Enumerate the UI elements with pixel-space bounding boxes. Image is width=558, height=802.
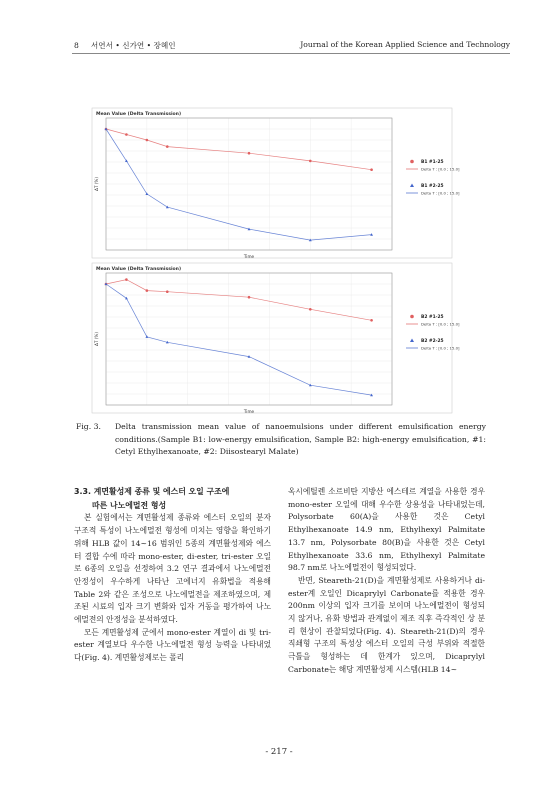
chart-point: [166, 290, 169, 293]
header-journal: Journal of the Korean Applied Science and Technology: [300, 40, 510, 49]
page-number-footer: - 217 -: [265, 747, 293, 757]
legend-marker: [410, 315, 414, 319]
chart-point: [125, 133, 128, 136]
legend-series-range: Delta T : [0.0 ; 15.0]: [421, 321, 460, 327]
chart-point: [309, 308, 312, 311]
legend-series-name: B1 #2-25: [421, 184, 444, 189]
legend-series-range: Delta T : [0.0 ; 15.0]: [421, 345, 460, 351]
chart-panel-1: [92, 108, 452, 258]
chart-point: [146, 289, 149, 292]
chart-xlabel: Time: [243, 409, 255, 414]
legend-series-range: Delta T : [0.0 ; 15.0]: [421, 190, 460, 196]
left-paragraph-2: 모든 계면활성제 군에서 mono-ester 계열이 di 및 tri-ester 계열보다 우수한 나노에멀전 형성 능력을 나타내었다(Fig. 4). 계면활성제로는 폴리: [74, 627, 271, 663]
chart-point: [146, 139, 149, 142]
right-column: [288, 486, 485, 677]
left-column: [74, 486, 271, 665]
section-title-line1: 3.3. 계면활성제 종류 및 에스터 오일 구조에: [74, 487, 230, 496]
figure-caption: [76, 421, 486, 459]
figure-3: [92, 108, 460, 418]
chart-point: [370, 168, 373, 171]
chart-point: [309, 160, 312, 163]
legend-series-name: B2 #2-25: [421, 339, 444, 344]
chart-point: [370, 319, 373, 322]
chart-ylabel: ΔT (%): [94, 332, 99, 346]
chart-point: [248, 296, 251, 299]
legend-series-name: B1 #1-25: [421, 160, 444, 165]
header-page-number: 8: [74, 41, 79, 50]
header-authors-line: [74, 40, 176, 51]
chart-point: [125, 278, 128, 281]
header-divider: [72, 53, 510, 54]
header-authors: 서연서 • 신가연 • 장혜인: [90, 41, 176, 50]
legend-series-name: B2 #1-25: [421, 315, 444, 320]
chart-point: [166, 145, 169, 148]
left-paragraph-1: 본 실험에서는 계면활성제 종류와 에스터 오일의 분자 구조적 특성이 나노에멀전 형성에 미치는 영향을 확인하기 위해 HLB 값이 14~16 범위인 5종의 계면활성제와 에스터 결합 수에 따라 mono-ester, di-ester, tri-ester 오일로 6종의 오일을 선정하여 3.2 연구 결과에서 나노에멀전 안정성이 우수하게 나타난 고에너지 유화법을 적용해 Table 2와 같은 조성으로 나노에멀전을 제조하였으며, 제조된 시료의 입자 크기 변화와 입자 거동을 평가하여 나노에멀전의 안정성을 분석하였다.: [74, 513, 271, 625]
chart-ylabel: ΔT (%): [94, 177, 99, 191]
chart-title-1: Mean Value (Delta Transmission): [96, 112, 182, 117]
figure-3-charts: [92, 108, 460, 418]
chart-xlabel: Time: [243, 254, 255, 259]
caption-text: Delta transmission mean value of nanoemulsions under different emulsification energy conditions.(Sample B1: low-energy emulsification, Sample B2: high-energy emulsification, #1: Cetyl Ethylhexanoate, #2: Diisostearyl Malate): [115, 422, 486, 457]
right-paragraph-2: 반면, Steareth-21(D)을 계면활성제로 사용하거나 di-ester계 오일인 Dicaprylyl Carbonate를 적용한 경우 200nm 이상의 입자 크기를 보이며 나노에멀전이 형성되지 않거나, 유화 방법과 관계없이 제조 직후 즉각적인 상 분리 현상이 관찰되었다(Fig. 4). Steareth-21(D)의 경우 직쇄형 구조의 특성상 에스터 오일의 극성 부위와 적절한 극틀을 형성하는 데 한계가 있으며, Dicaprylyl Carbonate는 해당 계면활성제 시스템(HLB 14~: [288, 575, 485, 674]
right-paragraph-1: 옥시에틸렌 소르비탄 지방산 에스테르 계열을 사용한 경우 mono-ester 오일에 대해 우수한 상용성을 나타내었는데, Polysorbate 60(A)을 사용한 것은 Cetyl Ethylhexanoate 14.9 nm, Ethylhexyl Palmitate 13.7 nm, Polysorbate 80(B)을 사용한 것은 Cetyl Ethylhexanoate 33.6 nm, Ethylhexyl Palmitate 98.7 nm로 나노에멀전이 형성되었다.: [288, 487, 485, 573]
chart-panel-2: [92, 263, 452, 413]
chart-point: [248, 152, 251, 155]
legend-marker: [410, 160, 414, 164]
caption-label: Fig. 3.: [76, 422, 101, 431]
chart-title-2: Mean Value (Delta Transmission): [96, 267, 182, 272]
section-title-line2: 따른 나노에멀전 형성: [92, 500, 167, 510]
legend-series-range: Delta T : [0.0 ; 15.0]: [421, 166, 460, 172]
